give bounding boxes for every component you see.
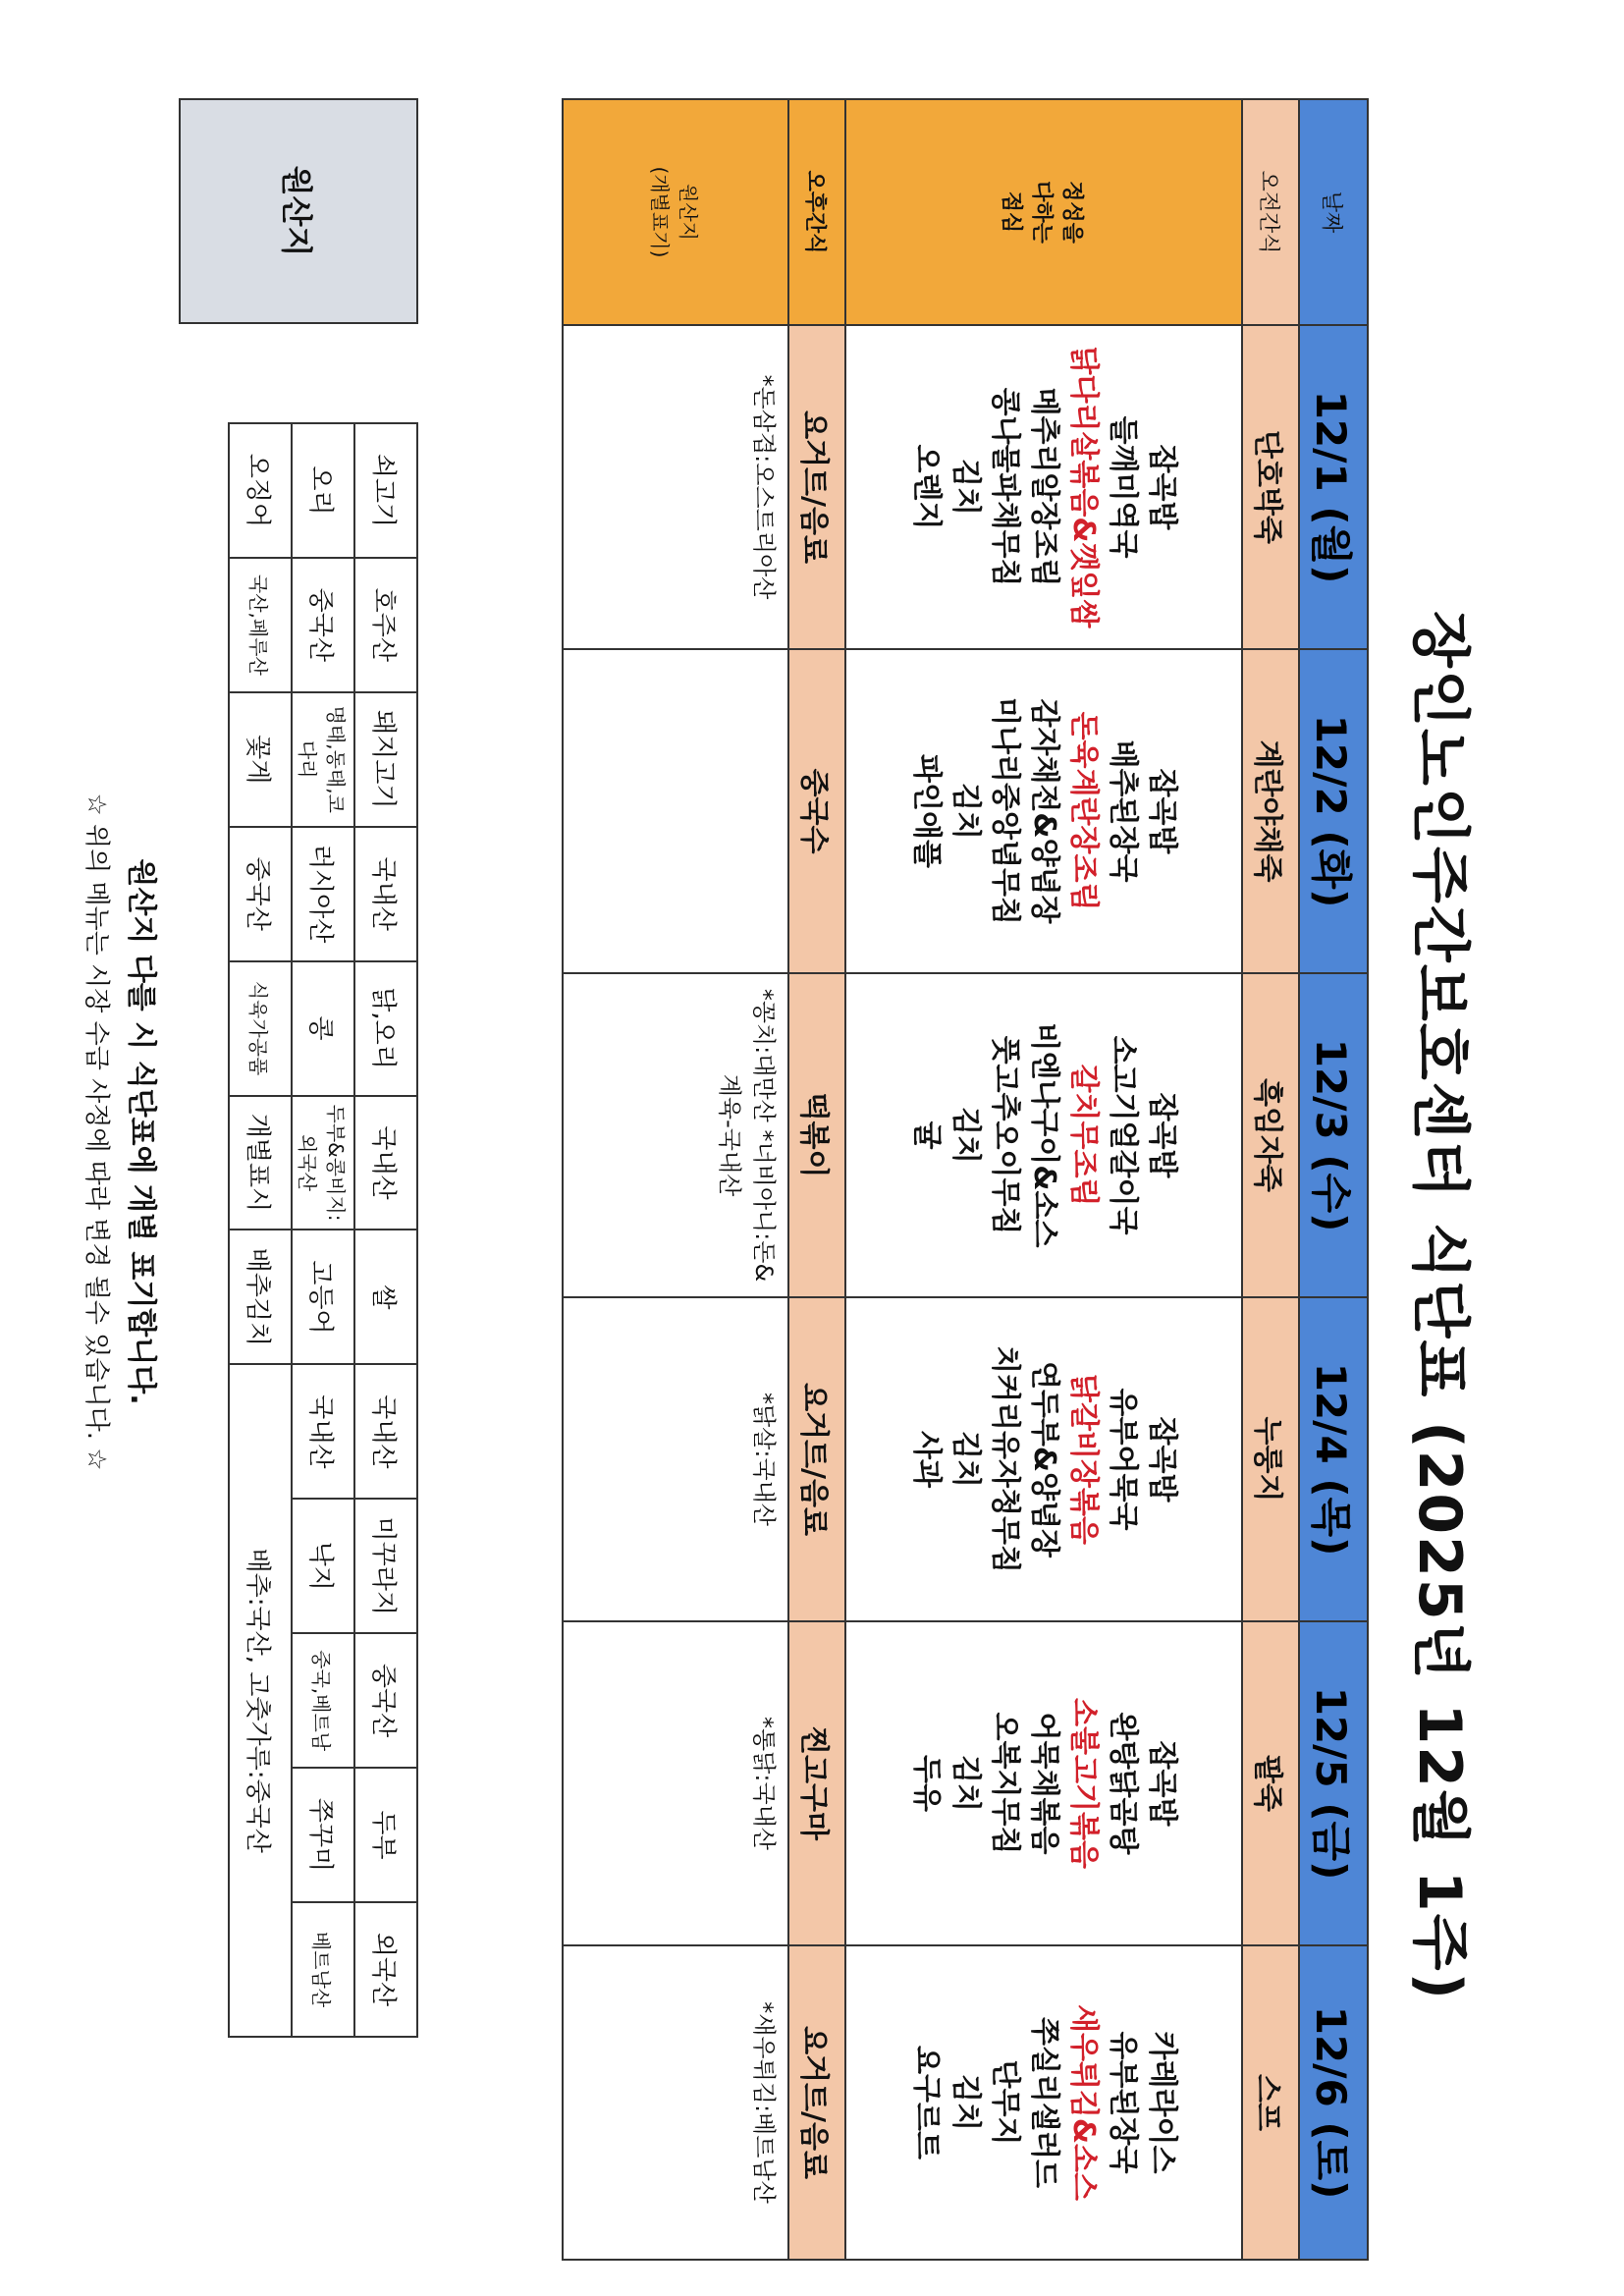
origin-item: 낙지 xyxy=(292,1499,354,1633)
lunch-item: 김치 xyxy=(948,783,983,840)
footer-change-note: ☆ 위의 메뉴는 시장 수급 사정에 따라 변경 될수 있습니다. ☆ xyxy=(81,793,111,1471)
lunch-row xyxy=(845,99,1242,2260)
origin-item: 닭,오리 xyxy=(354,961,417,1096)
lunch-cell xyxy=(845,1945,1242,2260)
origin-country: 호주산 xyxy=(354,558,417,692)
origin-item: 오징어 xyxy=(229,423,292,558)
lunch-item: 어묵채볶음 xyxy=(1027,1712,1061,1855)
morning-snack-cell: 팥죽 xyxy=(1242,1621,1299,1945)
lunch-item: 오복지무침 xyxy=(988,1712,1022,1855)
origin-item: 돼지고기 xyxy=(354,692,417,827)
date-label: 날짜 xyxy=(1299,99,1368,325)
afternoon-snack-cell: 요거트/음료 xyxy=(788,1297,845,1621)
origin-note-cell: *통닭:국내산 xyxy=(563,1621,788,1945)
origin-item: 두부 xyxy=(354,1768,417,1902)
lunch-label-line: 다하는 xyxy=(1029,181,1055,244)
lunch-cell xyxy=(845,1621,1242,1945)
afternoon-snack-label: 오후간식 xyxy=(788,99,845,325)
origin-item: 꽃게 xyxy=(229,692,292,827)
origin-country: 국산,페루산 xyxy=(229,558,292,692)
date-cell: 12/2 (화) xyxy=(1299,649,1368,973)
lunch-item: 완탕닭곰탕 xyxy=(1106,1712,1140,1855)
origin-row xyxy=(354,423,417,2037)
lunch-item-main: 돈육계란장조림 xyxy=(1066,711,1101,911)
lunch-item: 잡곡밥 xyxy=(1145,768,1179,854)
origin-item: 배추김치 xyxy=(229,1230,292,1364)
lunch-item: 김치 xyxy=(948,1755,983,1812)
footer-origin-note: 원산지 다를 시 식단표에 개별 표기합니다. xyxy=(124,858,158,1405)
origin-country: 러시아산 xyxy=(292,827,354,961)
origin-item: 오리 xyxy=(292,423,354,558)
origin-label-line: (개별표기) xyxy=(648,166,672,258)
date-cell: 12/1 (월) xyxy=(1299,325,1368,649)
origin-row xyxy=(229,423,292,2037)
afternoon-snack-row xyxy=(788,99,845,2260)
morning-snack-cell: 스프 xyxy=(1242,1945,1299,2260)
origin-note-cell: *돈삼겹:오스트리아산 xyxy=(563,325,788,649)
date-cell: 12/5 (금) xyxy=(1299,1621,1368,1945)
date-cell: 12/4 (목) xyxy=(1299,1297,1368,1621)
date-row xyxy=(1299,99,1368,2260)
morning-snack-row xyxy=(1242,99,1299,2260)
origin-note-row xyxy=(563,99,788,2260)
origin-item: 쌀 xyxy=(354,1230,417,1364)
lunch-item: 미나리중앙념무침 xyxy=(988,697,1022,925)
lunch-item: 감자채전&양념장 xyxy=(1027,698,1061,924)
morning-snack-cell: 계란야채죽 xyxy=(1242,649,1299,973)
origin-country: 배추:국산, 고춧가루:중국산 xyxy=(229,1364,292,2037)
origin-country: 국내산 xyxy=(354,1364,417,1499)
lunch-item: 오렌지 xyxy=(909,444,944,530)
lunch-item: 카레라이스 xyxy=(1145,2031,1179,2174)
lunch-item: 메추리알장조림 xyxy=(1027,387,1061,587)
morning-snack-cell: 단호박죽 xyxy=(1242,325,1299,649)
lunch-item-main: 새우튀김&소스 xyxy=(1066,2003,1101,2202)
lunch-item-main: 닭갈비장볶음 xyxy=(1066,1374,1101,1545)
lunch-item: 들깨미역국 xyxy=(1106,415,1140,559)
origin-table xyxy=(228,422,418,2038)
lunch-item: 배추된장국 xyxy=(1106,739,1140,883)
lunch-item: 두유 xyxy=(909,1755,944,1812)
origin-row xyxy=(292,423,354,2037)
afternoon-snack-cell: 떡볶이 xyxy=(788,973,845,1297)
lunch-item: 잡곡밥 xyxy=(1145,1740,1179,1827)
origin-item: 명태,동태,코다리 xyxy=(292,692,354,827)
origin-note-label xyxy=(563,99,788,325)
origin-note-cell xyxy=(563,649,788,973)
origin-note-cell: *닭살:국내산 xyxy=(563,1297,788,1621)
lunch-item: 김치 xyxy=(948,1107,983,1164)
lunch-item: 유부된장국 xyxy=(1106,2031,1140,2174)
morning-snack-cell: 누룽지 xyxy=(1242,1297,1299,1621)
lunch-item: 잡곡밥 xyxy=(1145,1092,1179,1178)
menu-table xyxy=(562,98,1369,2261)
lunch-item: 단무지 xyxy=(988,2059,1022,2146)
afternoon-snack-cell: 요거트/음료 xyxy=(788,325,845,649)
lunch-label-line: 정성을 xyxy=(1059,181,1085,244)
origin-country: 국내산 xyxy=(354,827,417,961)
lunch-item: 유부어묵국 xyxy=(1106,1388,1140,1531)
date-cell: 12/6 (토) xyxy=(1299,1945,1368,2260)
lunch-item: 사과 xyxy=(909,1431,944,1488)
lunch-item: 풋고추오이무침 xyxy=(988,1035,1022,1235)
origin-item: 쭈꾸미 xyxy=(292,1768,354,1902)
morning-snack-label: 오전간식 xyxy=(1242,99,1299,325)
lunch-item: 요구르트 xyxy=(909,2046,944,2159)
origin-country: 개별표시 xyxy=(229,1096,292,1230)
lunch-item: 치커리유자청무침 xyxy=(988,1345,1022,1573)
origin-item: 고등어 xyxy=(292,1230,354,1364)
lunch-cell xyxy=(845,1297,1242,1621)
lunch-item: 잡곡밥 xyxy=(1145,1416,1179,1503)
lunch-cell xyxy=(845,973,1242,1297)
date-cell: 12/3 (수) xyxy=(1299,973,1368,1297)
lunch-item: 쭈실리샐러드 xyxy=(1027,2017,1061,2188)
origin-item: 콩 xyxy=(292,961,354,1096)
lunch-item: 김치 xyxy=(948,459,983,516)
lunch-label-line: 점심 xyxy=(999,191,1024,234)
afternoon-snack-cell: 중국수 xyxy=(788,649,845,973)
origin-note-cell: *꽁치:대만산 *너비아니:돈&계육-국내산 xyxy=(563,973,788,1297)
lunch-item-main: 갈치무조림 xyxy=(1066,1064,1101,1207)
afternoon-snack-cell: 찐고구마 xyxy=(788,1621,845,1945)
origin-note-cell: *새우튀김:베트남산 xyxy=(563,1945,788,2260)
lunch-cell xyxy=(845,649,1242,973)
origin-item: 식육가공품 xyxy=(229,961,292,1096)
origin-item: 미꾸라지 xyxy=(354,1499,417,1633)
page-title: 장인노인주간보호센터 식단표 (2025년 12월 1주) xyxy=(1405,611,1474,2001)
origin-item: 쇠고기 xyxy=(354,423,417,558)
afternoon-snack-cell: 요거트/음료 xyxy=(788,1945,845,2260)
origin-country: 국내산 xyxy=(354,1096,417,1230)
lunch-item: 김치 xyxy=(948,2074,983,2131)
lunch-item: 파인애플 xyxy=(909,754,944,868)
lunch-cell xyxy=(845,325,1242,649)
lunch-item: 잡곡밥 xyxy=(1145,444,1179,530)
lunch-item: 비엔나구이&소스 xyxy=(1027,1022,1061,1248)
lunch-label xyxy=(845,99,1242,325)
lunch-item-main: 닭다리살볶음&깻잎쌈 xyxy=(1066,346,1101,629)
origin-country: 베트남산 xyxy=(292,1902,354,2037)
origin-country: 국내산 xyxy=(292,1364,354,1499)
origin-country: 중국산 xyxy=(354,1633,417,1768)
origin-label-line: 원산지 xyxy=(677,184,700,241)
origin-country: 중국,베트남 xyxy=(292,1633,354,1768)
lunch-item: 연두부&양념장 xyxy=(1027,1360,1061,1558)
lunch-item: 김치 xyxy=(948,1431,983,1488)
lunch-item: 소고기얼갈이국 xyxy=(1106,1035,1140,1235)
origin-label: 원산지 xyxy=(179,98,418,324)
lunch-item-main: 소불고기볶음 xyxy=(1066,1698,1101,1869)
origin-country: 두부&콩비지:외국산 xyxy=(292,1096,354,1230)
origin-country: 중국산 xyxy=(292,558,354,692)
morning-snack-cell: 흑임자죽 xyxy=(1242,973,1299,1297)
lunch-item: 귤 xyxy=(909,1121,944,1150)
origin-country: 외국산 xyxy=(354,1902,417,2037)
lunch-item: 콩나물파채무침 xyxy=(988,387,1022,587)
origin-country: 중국산 xyxy=(229,827,292,961)
